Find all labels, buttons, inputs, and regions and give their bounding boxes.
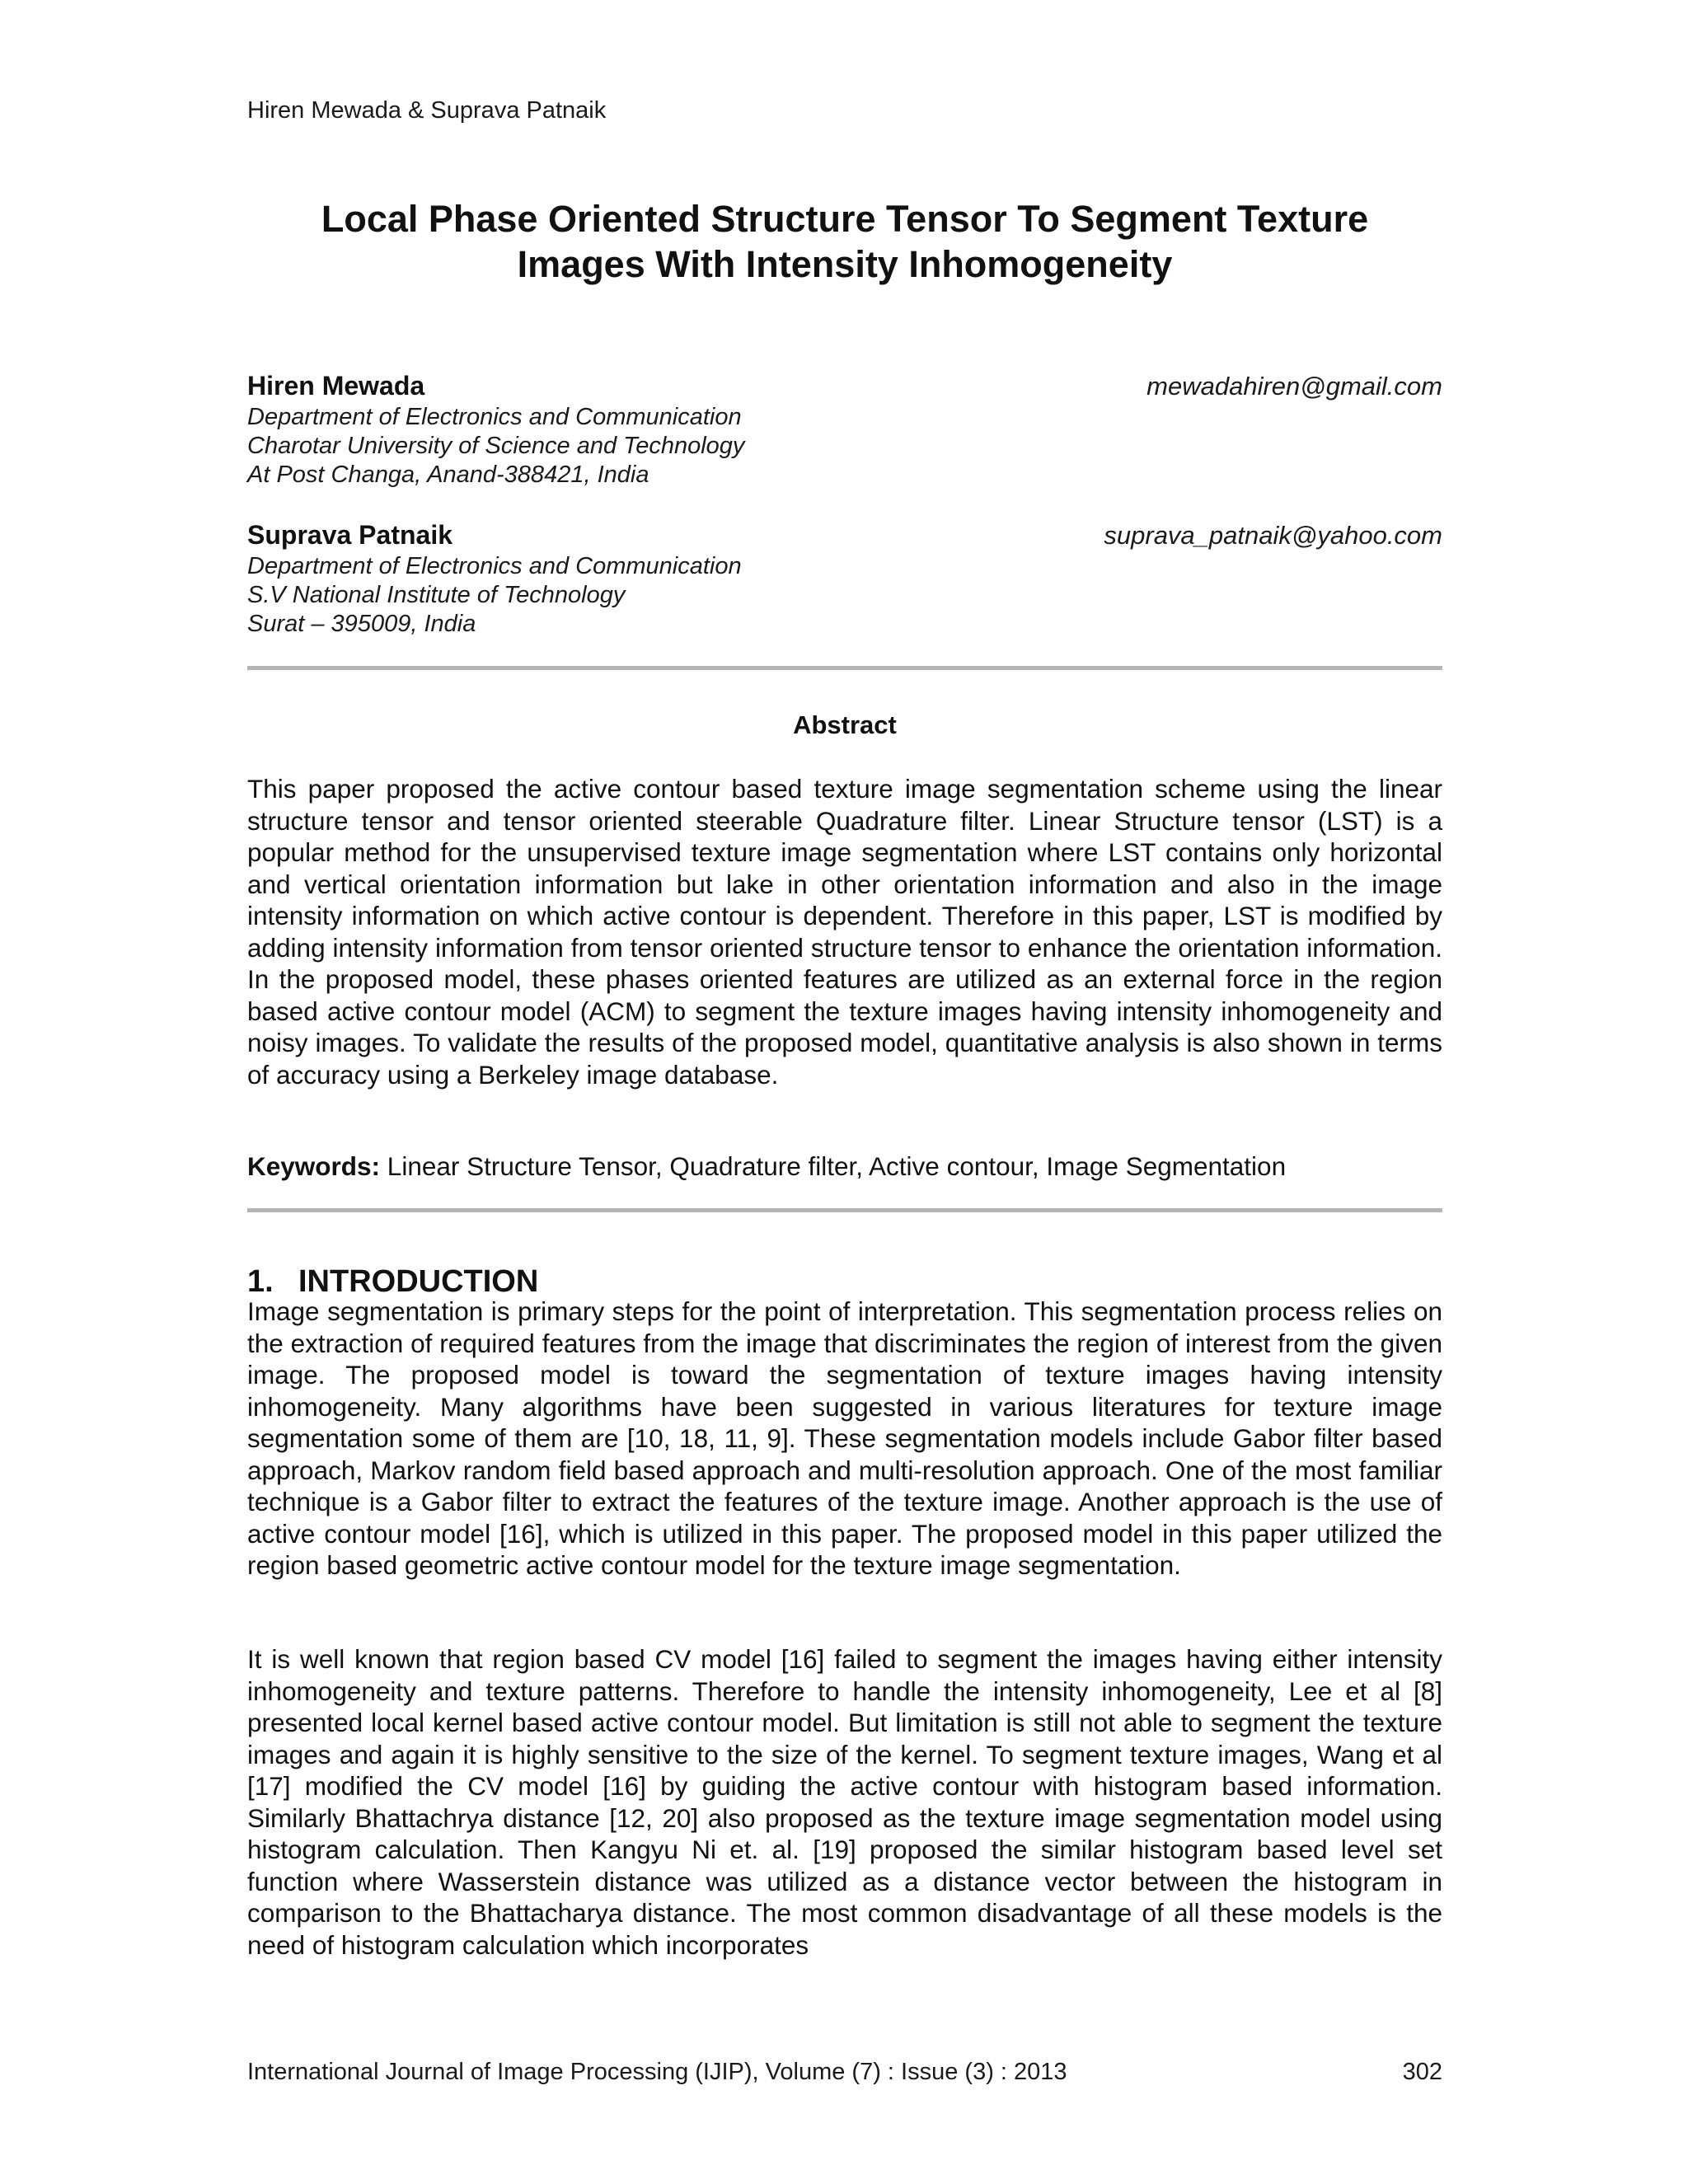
affiliation-line: Department of Electronics and Communication bbox=[247, 404, 742, 430]
section-number: 1. bbox=[247, 1264, 274, 1299]
title-line-2: Images With Intensity Inhomogeneity bbox=[517, 243, 1173, 285]
affiliation-line: At Post Changa, Anand-388421, India bbox=[247, 462, 649, 488]
abstract-heading: Abstract bbox=[793, 710, 897, 739]
affiliation-line: Charotar University of Science and Technology bbox=[247, 433, 745, 459]
author-1-email[interactable]: mewadahiren@gmail.com bbox=[1146, 372, 1442, 401]
page-number: 302 bbox=[1402, 2059, 1442, 2085]
page-footer bbox=[247, 2059, 1442, 2086]
intro-paragraph-2: It is well known that region based CV model [16] failed to segment the images having either intensity inhomogeneity and texture patterns. Therefore to handle the intensity inhomogeneity, Lee et al [8] presented local kernel based active contour model. But limitation is still not able to segment the texture images and again it is highly sensitive to the size of the kernel. To segment texture images, Wang et al [17] modified the CV model [16] by guiding the active contour with histogram based information. Similarly Bhattachrya distance [12, 20] also proposed as the texture image segmentation model using histogram calculation. Then Kangyu Ni et. al. [19] proposed the similar histogram based level set function where Wasserstein distance was utilized as a distance vector between the histogram in comparison to the Bhattacharya distance. The most common disadvantage of all these models is the need of histogram calculation which incorporates bbox=[247, 1644, 1442, 1960]
author-2-email[interactable]: suprava_patnaik@yahoo.com bbox=[1104, 521, 1442, 550]
footer-journal: International Journal of Image Processing (IJIP), Volume (7) : Issue (3) : 2013 bbox=[247, 2059, 1067, 2085]
section-title: INTRODUCTION bbox=[298, 1264, 539, 1299]
keywords-label: Keywords: bbox=[247, 1151, 381, 1181]
divider-bottom bbox=[247, 1208, 1442, 1212]
title-line-1: Local Phase Oriented Structure Tensor To Segment Texture bbox=[321, 198, 1369, 240]
section-heading bbox=[247, 1264, 538, 1300]
author-1-affiliation bbox=[247, 403, 744, 490]
intro-paragraph-1: Image segmentation is primary steps for the point of interpretation. This segmentation process relies on the extraction of required features from the image that discriminates the region of interest from the given image. The proposed model is toward the segmentation of texture images having intensity inhomogeneity. Many algorithms have been suggested in various literatures for texture image segmentation some of them are [10, 18, 11, 9]. These segmentation models include Gabor filter based approach, Markov random field based approach and multi-resolution approach. One of the most familiar technique is a Gabor filter to extract the features of the texture image. Another approach is the use of active contour model [16], which is utilized in this paper. The proposed model in this paper utilized the region based geometric active contour model for the texture image segmentation. bbox=[247, 1296, 1442, 1580]
affiliation-line: Department of Electronics and Communication bbox=[247, 553, 742, 579]
abstract-text: This paper proposed the active contour based texture image segmentation scheme using the linear structure tensor and tensor oriented steerable Quadrature filter. Linear Structure tensor (LST) is a popular method for the unsupervised texture image segmentation where LST contains only horizontal and vertical orientation information but lake in other orientation information and also in the image intensity information on which active contour is dependent. Therefore in this paper, LST is modified by adding intensity information from tensor oriented structure tensor to enhance the orientation information. In the proposed model, these phases oriented features are utilized as an external force in the region based active contour model (ACM) to segment the texture images having intensity inhomogeneity and noisy images. To validate the results of the proposed model, quantitative analysis is also shown in terms of accuracy using a Berkeley image database. bbox=[247, 774, 1442, 1090]
keywords-text: Linear Structure Tensor, Quadrature filter, Active contour, Image Segmentation bbox=[380, 1151, 1287, 1181]
affiliation-line: Surat – 395009, India bbox=[247, 611, 476, 637]
affiliation-line: S.V National Institute of Technology bbox=[247, 582, 626, 608]
keywords bbox=[247, 1151, 1442, 1183]
divider-top bbox=[247, 666, 1442, 670]
paper-title bbox=[247, 196, 1442, 287]
author-1-name: Hiren Mewada bbox=[247, 371, 425, 401]
running-header: Hiren Mewada & Suprava Patnaik bbox=[247, 97, 607, 124]
author-2-name: Suprava Patnaik bbox=[247, 520, 452, 550]
author-2-affiliation bbox=[247, 552, 742, 639]
